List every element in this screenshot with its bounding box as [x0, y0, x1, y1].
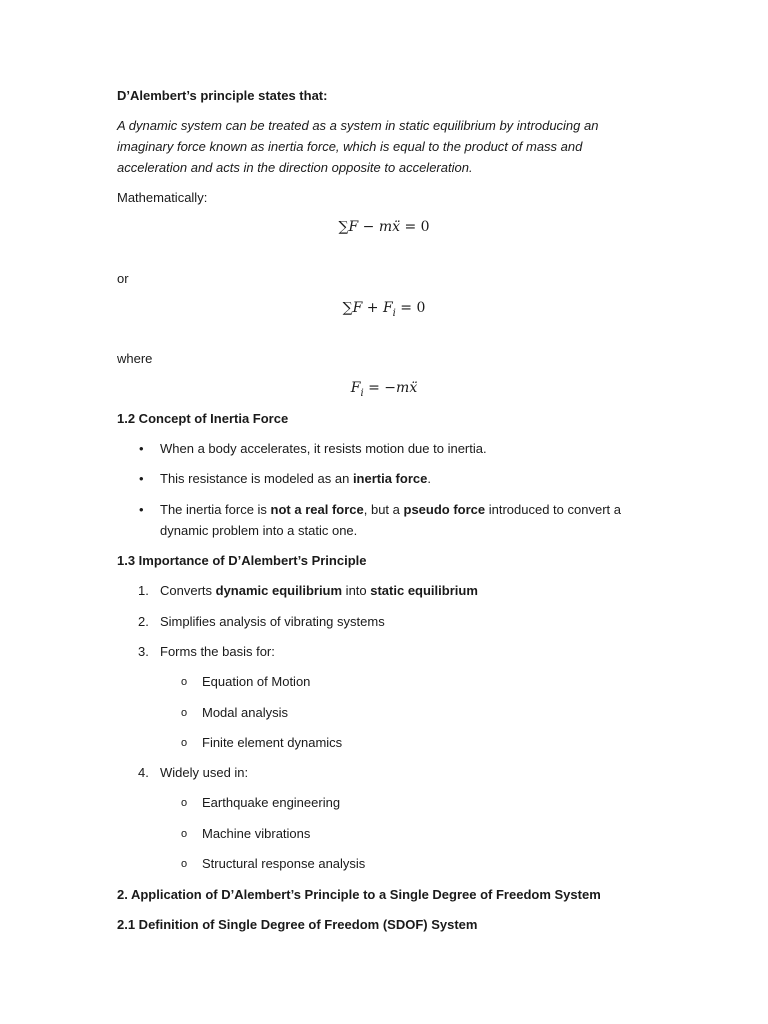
sub-item: Modal analysis: [202, 705, 288, 720]
bold-text: inertia force: [352, 471, 428, 486]
sub-item: Finite element dynamics: [202, 735, 343, 750]
eq2-sum: ∑: [342, 300, 353, 316]
where-label: where: [117, 351, 153, 366]
section-2-title: 2. Application of D’Alembert’s Principle to a Single Degree of Freedom System: [117, 887, 601, 902]
eq1-m: m: [378, 219, 393, 235]
bold-text: not a real force: [270, 502, 364, 517]
circle-bullet-icon: o: [181, 676, 188, 688]
sub-item: Structural response analysis: [202, 856, 366, 871]
list-number: 2.: [138, 614, 149, 629]
equation-3: [0, 378, 768, 404]
list-number: 4.: [138, 765, 149, 780]
eq3-equals: = −: [363, 380, 397, 396]
numbered-item-2: Simplifies analysis of vibrating systems: [160, 614, 385, 629]
sub-item: Earthquake engineering: [202, 795, 341, 810]
definition-line-2: imaginary force known as inertia force, which is equal to the product of mass and: [117, 139, 583, 154]
text: , but a: [363, 502, 404, 517]
eq3-x: ẍ: [409, 380, 418, 396]
eq1-minus: −: [358, 219, 379, 235]
text: into: [342, 583, 371, 598]
bullet-item-3: [160, 500, 621, 520]
bullet-icon: •: [139, 441, 144, 456]
circle-bullet-icon: o: [181, 737, 188, 749]
definition-line-1: A dynamic system can be treated as a system in static equilibrium by introducing an: [117, 118, 599, 133]
eq1-sum: ∑: [338, 219, 349, 235]
text: This resistance is modeled as an: [160, 471, 353, 486]
or-label: or: [117, 271, 129, 286]
eq1-equals: = 0: [400, 219, 430, 235]
bullet-item-2: [160, 469, 431, 489]
bold-text: static equilibrium: [370, 583, 478, 598]
principle-heading: D’Alembert’s principle states that:: [117, 88, 328, 103]
eq2-equals: = 0: [395, 300, 426, 316]
sub-item: Equation of Motion: [202, 674, 311, 689]
mathematically-label: Mathematically:: [117, 190, 208, 205]
text: introduced to convert a: [485, 502, 621, 517]
eq3-m: m: [396, 380, 410, 396]
eq2-fi: F: [382, 300, 393, 316]
equation-1: [0, 217, 768, 237]
numbered-item-4: Widely used in:: [160, 765, 249, 780]
bullet-icon: •: [139, 471, 144, 486]
eq3-fi: F: [350, 380, 361, 396]
definition-line-3: acceleration and acts in the direction opposite to acceleration.: [117, 160, 473, 175]
circle-bullet-icon: o: [181, 858, 188, 870]
eq2-i: i: [392, 307, 396, 319]
text: .: [427, 471, 431, 486]
bullet-item-1: When a body accelerates, it resists motion due to inertia.: [160, 441, 487, 456]
circle-bullet-icon: o: [181, 797, 188, 809]
eq3-i: i: [360, 387, 364, 399]
eq1-f: F: [348, 219, 359, 235]
bold-text: pseudo force: [403, 502, 486, 517]
numbered-item-1: [160, 581, 478, 601]
sub-item: Machine vibrations: [202, 826, 311, 841]
list-number: 3.: [138, 644, 149, 659]
circle-bullet-icon: o: [181, 828, 188, 840]
text: The inertia force is: [160, 502, 271, 517]
bold-text: dynamic equilibrium: [215, 583, 343, 598]
eq2-plus: +: [362, 300, 383, 316]
section-1-2-title: 1.2 Concept of Inertia Force: [117, 411, 289, 426]
circle-bullet-icon: o: [181, 707, 188, 719]
text: Converts: [160, 583, 216, 598]
section-2-1-title: 2.1 Definition of Single Degree of Freedom (SDOF) System: [117, 917, 478, 932]
bullet-item-3-continued: dynamic problem into a static one.: [160, 523, 358, 538]
bullet-icon: •: [139, 502, 144, 517]
equation-2: [0, 298, 768, 324]
list-number: 1.: [138, 583, 149, 598]
eq1-x: ẍ: [392, 219, 400, 235]
section-1-3-title: 1.3 Importance of D’Alembert’s Principle: [117, 553, 367, 568]
numbered-item-3: Forms the basis for:: [160, 644, 275, 659]
eq2-f: F: [352, 300, 363, 316]
